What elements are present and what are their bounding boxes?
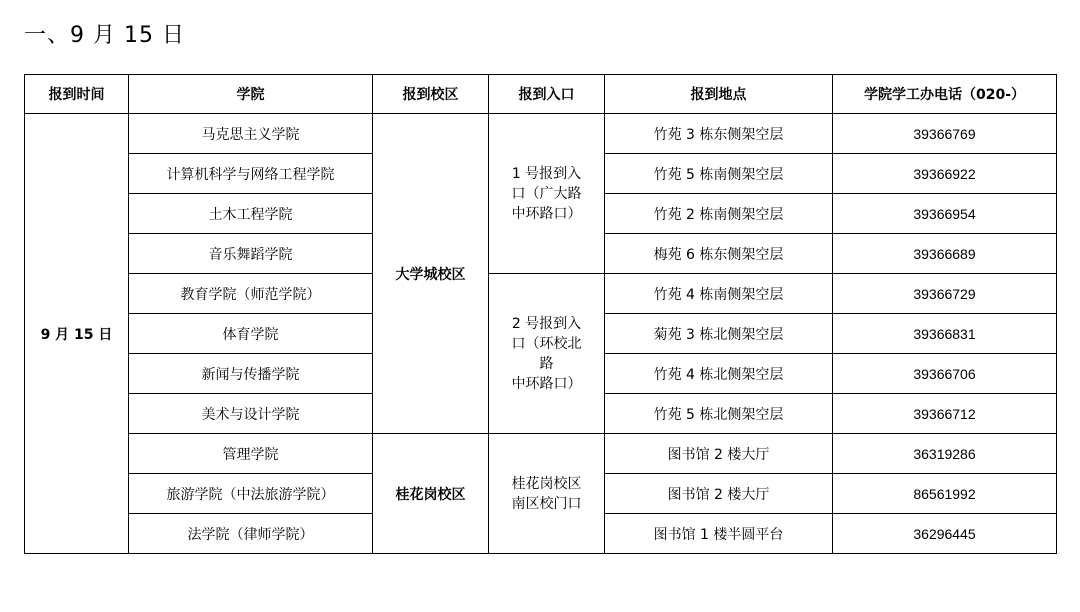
location-cell: 竹苑 2 栋南侧架空层 (605, 194, 833, 234)
phone-cell: 36319286 (833, 434, 1057, 474)
college-cell: 新闻与传播学院 (129, 354, 373, 394)
table-row (25, 114, 1057, 154)
phone-cell: 39366706 (833, 354, 1057, 394)
phone-cell: 39366729 (833, 274, 1057, 314)
location-cell: 菊苑 3 栋北侧架空层 (605, 314, 833, 354)
campus-cell: 大学城校区 (373, 114, 489, 434)
phone-cell: 39366689 (833, 234, 1057, 274)
college-cell: 教育学院（师范学院） (129, 274, 373, 314)
college-cell: 计算机科学与网络工程学院 (129, 154, 373, 194)
location-cell: 图书馆 1 楼半圆平台 (605, 514, 833, 554)
location-cell: 图书馆 2 楼大厅 (605, 434, 833, 474)
table-row (25, 274, 1057, 314)
table-row (25, 434, 1057, 474)
location-cell: 竹苑 5 栋南侧架空层 (605, 154, 833, 194)
header-campus: 报到校区 (373, 75, 489, 114)
header-time: 报到时间 (25, 75, 129, 114)
date-cell: 9 月 15 日 (25, 114, 129, 554)
college-cell: 音乐舞蹈学院 (129, 234, 373, 274)
college-cell: 土木工程学院 (129, 194, 373, 234)
college-cell: 旅游学院（中法旅游学院） (129, 474, 373, 514)
location-cell: 梅苑 6 栋东侧架空层 (605, 234, 833, 274)
header-location: 报到地点 (605, 75, 833, 114)
college-cell: 马克思主义学院 (129, 114, 373, 154)
phone-cell: 86561992 (833, 474, 1057, 514)
header-phone: 学院学工办电话（020-） (833, 75, 1057, 114)
entry-cell: 1 号报到入 口（广大路 中环路口） (489, 114, 605, 274)
phone-cell: 36296445 (833, 514, 1057, 554)
location-cell: 图书馆 2 楼大厅 (605, 474, 833, 514)
college-cell: 美术与设计学院 (129, 394, 373, 434)
location-cell: 竹苑 5 栋北侧架空层 (605, 394, 833, 434)
phone-cell: 39366769 (833, 114, 1057, 154)
location-cell: 竹苑 3 栋东侧架空层 (605, 114, 833, 154)
header-college: 学院 (129, 75, 373, 114)
header-row (25, 75, 1057, 114)
campus-cell: 桂花岗校区 (373, 434, 489, 554)
phone-cell: 39366954 (833, 194, 1057, 234)
header-entry: 报到入口 (489, 75, 605, 114)
phone-cell: 39366831 (833, 314, 1057, 354)
college-cell: 法学院（律师学院） (129, 514, 373, 554)
college-cell: 管理学院 (129, 434, 373, 474)
section-heading: 一、9 月 15 日 (24, 23, 185, 48)
location-cell: 竹苑 4 栋北侧架空层 (605, 354, 833, 394)
location-cell: 竹苑 4 栋南侧架空层 (605, 274, 833, 314)
entry-cell: 2 号报到入 口（环校北 路 中环路口） (489, 274, 605, 434)
entry-cell: 桂花岗校区 南区校门口 (489, 434, 605, 554)
college-cell: 体育学院 (129, 314, 373, 354)
phone-cell: 39366922 (833, 154, 1057, 194)
registration-table (24, 74, 1057, 554)
phone-cell: 39366712 (833, 394, 1057, 434)
